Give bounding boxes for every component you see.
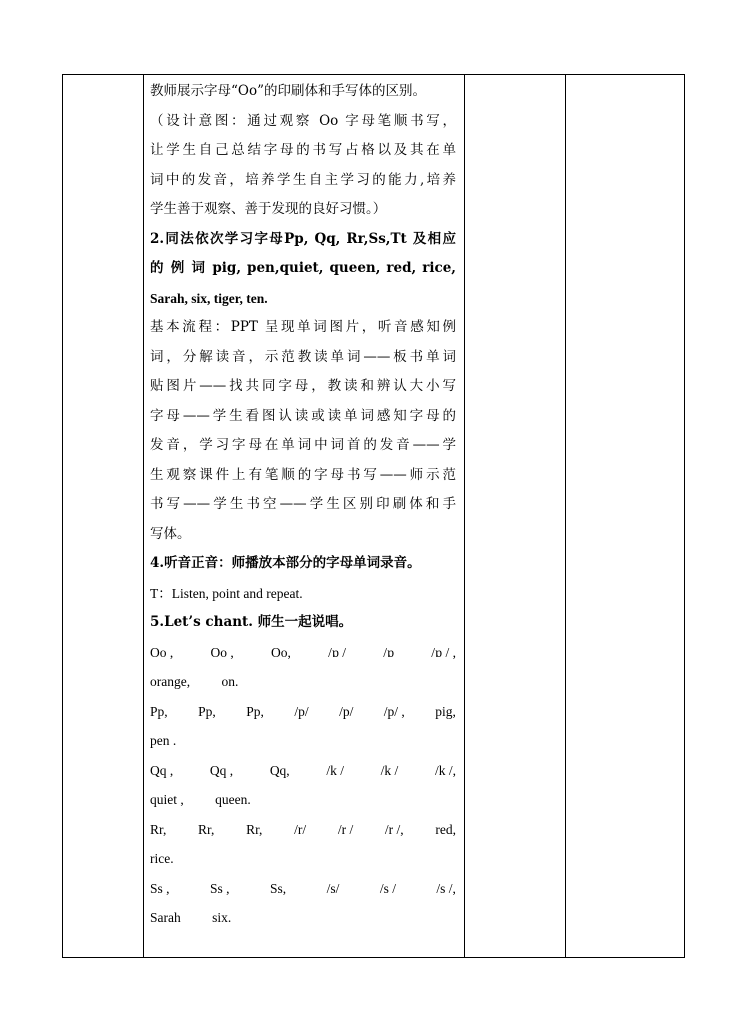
chant-item: /s /, — [436, 880, 456, 896]
chant-item: /k / — [380, 762, 399, 778]
chant-line — [150, 874, 456, 904]
chant-item: Qq, — [269, 762, 290, 778]
text-line: 让学生自己总结字母的书写占格以及其在单 — [150, 142, 456, 158]
activity-content — [144, 75, 464, 957]
chant-words — [150, 785, 456, 815]
chant-item: Ss, — [269, 880, 287, 896]
chant-line — [150, 756, 456, 786]
step-heading: 5.Let’s chant. 师生一起说唱。 — [150, 614, 353, 630]
chant-line — [150, 697, 456, 727]
chant-words — [150, 667, 456, 697]
text-line: 书写——学生书空——学生区别印刷体和手 — [150, 496, 456, 512]
chant-word: queen. — [215, 792, 251, 807]
text-line: 生观察课件上有笔顺的字母书写——师示范 — [150, 466, 456, 483]
chant-item: /p/ — [294, 703, 309, 719]
lesson-plan-table — [62, 74, 685, 958]
chant-item: pig, — [435, 703, 456, 719]
chant-item: /r / — [337, 821, 354, 837]
chant-item: /k /, — [434, 762, 456, 778]
step-heading: 4.听音正音：师播放本部分的字母单词录音。 — [150, 555, 421, 571]
chant-item: Ss , — [209, 880, 230, 896]
chant-item: Oo , — [210, 644, 234, 660]
chant-item: /ɒ / — [328, 644, 347, 660]
chant-item: red, — [435, 821, 456, 837]
text-line: 贴图片——找共同字母，教读和辨认大小写 — [150, 378, 456, 394]
text-line: 词中的发音，培养学生自主学习的能力,培养 — [150, 171, 456, 188]
chant-word: orange, — [150, 674, 191, 689]
chant-item: Qq , — [150, 762, 174, 778]
chant-item: Rr, — [246, 821, 263, 837]
notes-cell — [566, 75, 685, 958]
text-line: 写体。 — [150, 525, 191, 542]
text-line: T：Listen, point and repeat. — [150, 585, 303, 601]
chant-item: Pp, — [150, 703, 168, 719]
text-line: 教师展示字母“Oo”的印刷体和手写体的区别。 — [150, 83, 426, 99]
table-row — [63, 75, 685, 958]
step-heading: 2.同法依次学习字母Pp, Qq, Rr,Ss,Tt 及相应 — [150, 230, 456, 247]
chant-item: /s / — [379, 880, 396, 896]
chant-item: /s/ — [326, 880, 340, 896]
chant-words — [150, 844, 456, 874]
chant-word: Sarah — [150, 910, 181, 925]
chant-item: Qq , — [209, 762, 234, 778]
chant-word: quiet , — [150, 792, 184, 807]
step-heading: 的 例 词 pig, pen,quiet, queen, red, rice, — [150, 260, 456, 276]
chant-item: /r /, — [384, 821, 404, 837]
student-activity-cell — [465, 75, 566, 958]
text-line: 字母——学生看图认读或读单词感知字母的 — [150, 407, 456, 424]
chant-item: /ɒ — [383, 644, 395, 660]
chant-item: Ss , — [150, 880, 170, 896]
text-line: 词，分解读音，示范教读单词——板书单词 — [150, 348, 456, 365]
chant-item: /k / — [326, 762, 344, 778]
chant-word: six. — [212, 910, 232, 925]
chant-line — [150, 638, 456, 668]
chant-word: on. — [221, 674, 239, 689]
chant-item: Rr, — [150, 821, 167, 837]
teacher-activity-cell — [144, 75, 465, 958]
chant-item: /p/ — [339, 703, 354, 719]
chant-item: Rr, — [198, 821, 215, 837]
text-line: （设计意图：通过观察 Oo 字母笔顺书写， — [150, 112, 456, 129]
chant-line — [150, 815, 456, 845]
stage-cell — [63, 75, 144, 958]
chant-item: /ɒ / , — [431, 644, 456, 660]
chant-words — [150, 726, 456, 756]
chant-words — [150, 903, 456, 933]
chant-item: Oo, — [270, 644, 291, 660]
chant-item: Pp, — [198, 703, 216, 719]
chant-item: Pp, — [246, 703, 264, 719]
step-heading: Sarah, six, tiger, ten. — [150, 290, 268, 306]
chant-item: /r/ — [294, 821, 307, 837]
text-line: 学生善于观察、善于发现的良好习惯。） — [150, 201, 387, 217]
text-line: 基本流程：PPT 呈现单词图片，听音感知例 — [150, 319, 456, 335]
chant-item: Oo , — [150, 644, 174, 660]
chant-word: pen . — [150, 733, 177, 748]
text-line: 发音，学习字母在单词中词首的发音——学 — [150, 437, 456, 453]
chant-item: /p/ , — [383, 703, 405, 719]
chant-word: rice. — [150, 851, 174, 866]
